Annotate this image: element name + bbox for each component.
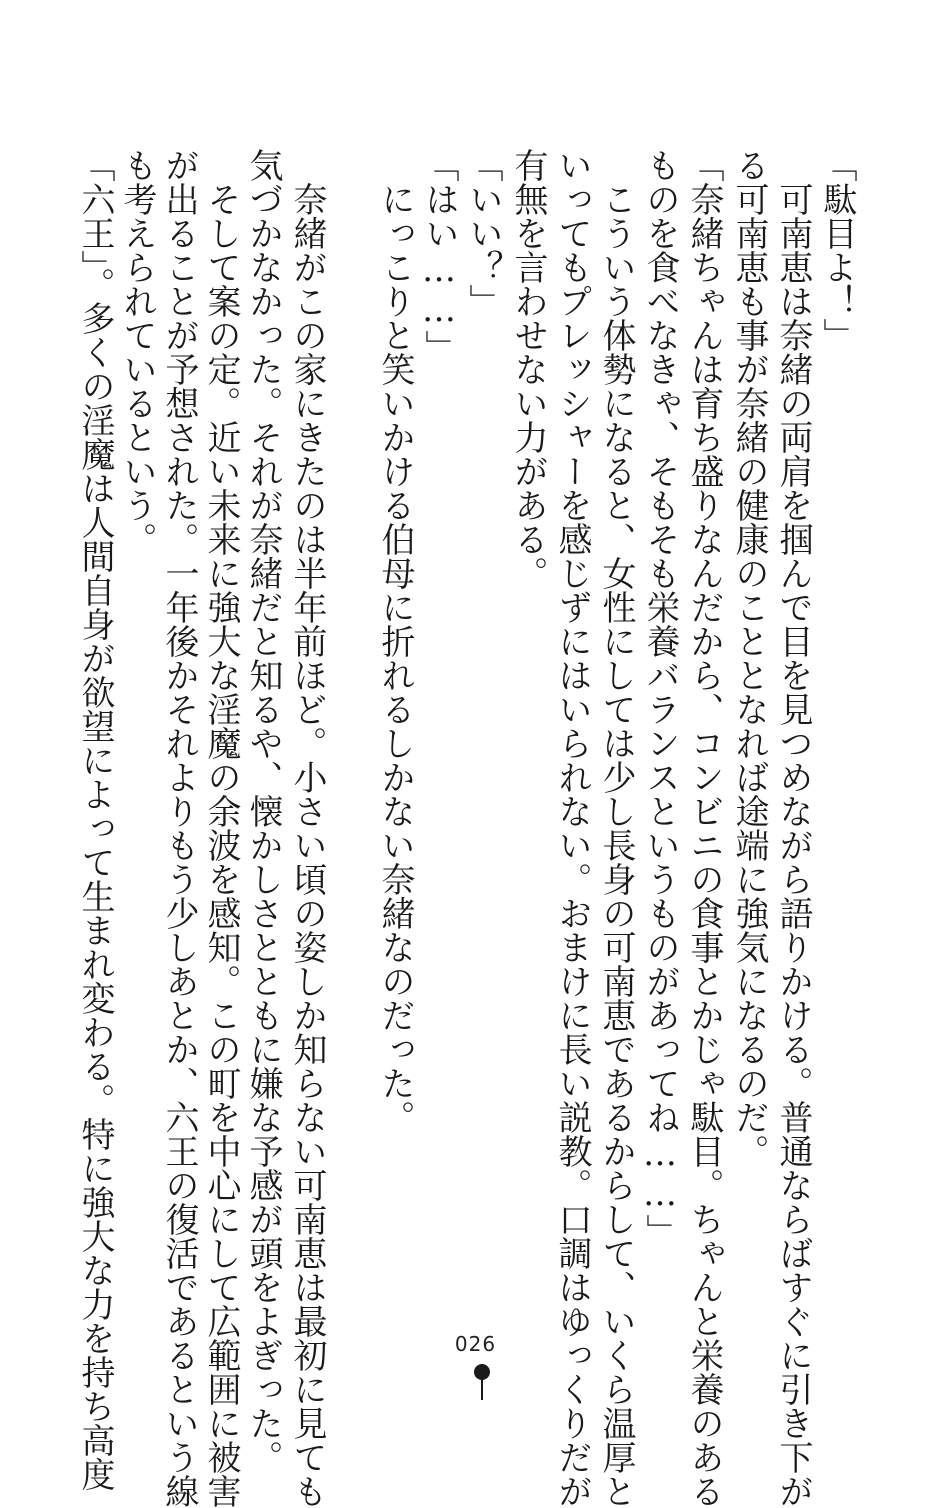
text-line: 「駄目よ！」 [817, 148, 857, 352]
page-number: 026 [454, 1332, 497, 1356]
text-line: 「いい？」 [463, 148, 503, 318]
text-line: そして案の定。近い未来に強大な淫魔の余波を感知。この町を中心にして広範囲に被害 [201, 148, 241, 1508]
text-line: が出ることが予想された。一年後かそれよりもう少しあとか、六王の復活であるという線 [159, 148, 199, 1508]
text-line: 「はい……」 [419, 148, 459, 364]
text-line: 有無を言わせない力がある。 [508, 148, 548, 590]
blank-line [328, 148, 374, 1278]
text-line: 「六王」。多くの淫魔は人間自身が欲望によって生まれ変わる。特に強大な力を持ち高度 [75, 148, 115, 1491]
text-line: 気づかなかった。それが奈緒だと知るや、懐かしさとともに嫌な予感が頭をよぎった。 [243, 148, 283, 1474]
text-line: 奈緒がこの家にきたのは半年前ほど。小さい頃の姿しか知らない可南恵は最初に見ても [287, 148, 327, 1508]
text-line: 可南恵は奈緒の両肩を掴んで目を見つめながら語りかける。普通ならばすぐに引き下が [773, 148, 813, 1508]
text-line: にっこりと笑いかける伯母に折れるしかない奈緒なのだった。 [375, 148, 415, 1134]
text-line: こういう体勢になると、女性にしては少し長身の可南恵であるからして、いくら温厚と [596, 148, 636, 1508]
text-line: いってもプレッシャーを感じずにはいられない。おまけに長い説教。口調はゆっくりだが [552, 148, 592, 1508]
text-line: 「奈緒ちゃんは育ち盛りなんだから、コンビニの食事とかじゃ駄目。ちゃんと栄養のある [684, 148, 724, 1508]
page-marker-line [481, 1378, 483, 1400]
text-line: る可南恵も事が奈緒の健康のこととなれば途端に強気になるのだ。 [729, 148, 769, 1168]
text-line: も考えられているという。 [117, 148, 157, 556]
text-line: ものを食べなきゃ、そもそも栄養バランスというものがあってね……」 [640, 148, 680, 1248]
